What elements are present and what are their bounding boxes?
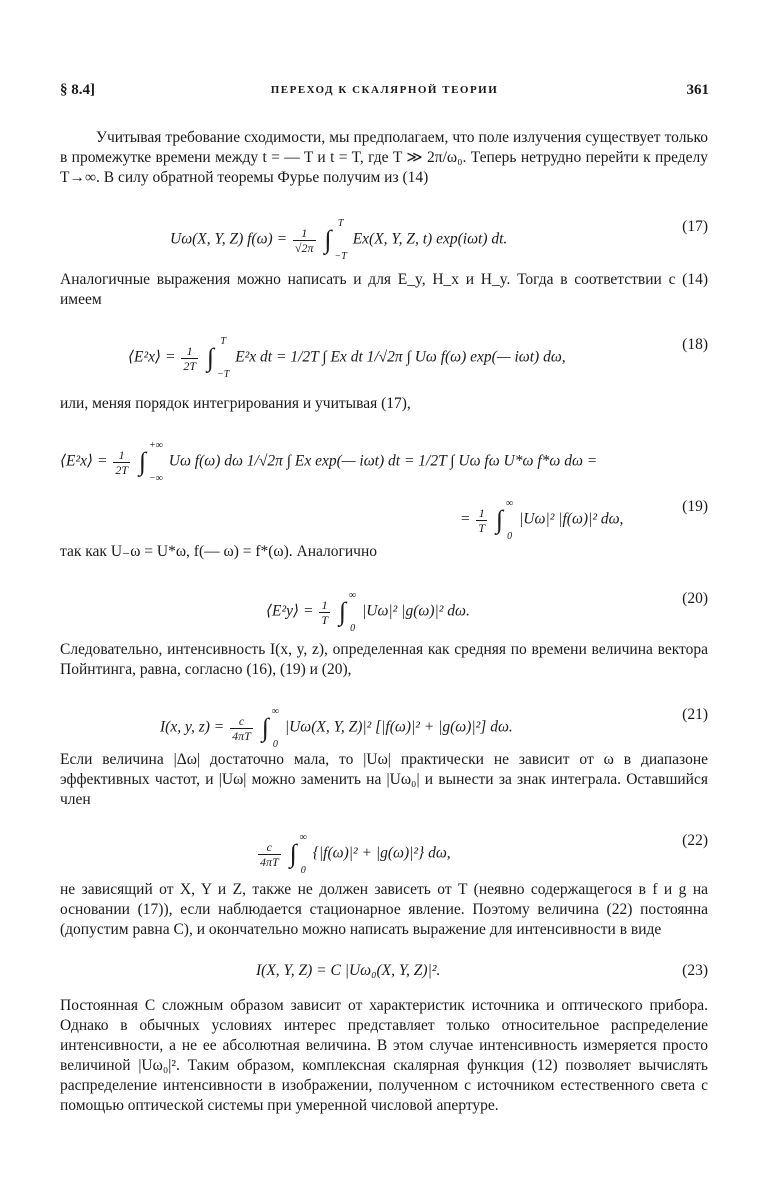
running-title: ПЕРЕХОД К СКАЛЯРНОЙ ТЕОРИИ bbox=[270, 84, 499, 96]
equation-rhs: Uω f(ω) dω 1/√2π ∫ Ex exp(— iωt) dt = 1/2T ∫ Uω fω U*ω f*ω dω = bbox=[168, 452, 598, 470]
integral-lower-limit: 0 bbox=[350, 623, 356, 634]
integral-sign: ∫ bbox=[261, 713, 269, 742]
fraction bbox=[230, 714, 253, 743]
numerator: 1 bbox=[113, 448, 130, 463]
equation-number: (20) bbox=[682, 590, 708, 607]
equation-lhs: I(X, Y, Z) = C |Uω₀(X, Y, Z)|². bbox=[256, 962, 441, 979]
numerator: 1 bbox=[476, 506, 487, 521]
numerator: 1 bbox=[319, 598, 330, 613]
numerator: c bbox=[230, 714, 253, 729]
paragraph: Учитывая требование сходимости, мы предполагаем, что поле излучения существует только в промежутке времени между t = — T и t = T, где T ≫ 2π/ω₀. Теперь нетрудно перейти к пределу T→∞. В силу обратной теоремы Фурье получим из (14) bbox=[60, 129, 708, 186]
equation-lhs: ⟨E²x⟩ = bbox=[60, 452, 108, 470]
denominator: 2T bbox=[183, 358, 196, 373]
equation bbox=[60, 200, 708, 262]
paragraph: или, меняя порядок интегрирования и учитывая (17), bbox=[60, 395, 411, 412]
integral-limits-display bbox=[149, 440, 163, 484]
equation-lhs: ⟨E²y⟩ = bbox=[266, 602, 314, 620]
denominator: T bbox=[478, 520, 486, 535]
equation bbox=[60, 814, 708, 876]
equation-rhs: |Uω(X, Y, Z)|² [|f(ω)|² + |g(ω)|²] dω. bbox=[284, 718, 513, 736]
equation-rhs: |Uω|² |f(ω)|² dω, bbox=[519, 510, 624, 528]
integral-sign: ∫ bbox=[138, 447, 146, 476]
equation-lhs: ⟨E²x⟩ = bbox=[128, 348, 176, 366]
integral-upper-limit: T bbox=[220, 336, 226, 347]
integral-limits-display bbox=[335, 218, 347, 262]
equation-number: (19) bbox=[682, 498, 708, 515]
integral-sign: ∫ bbox=[495, 505, 504, 534]
paragraph: Следовательно, интенсивность I(x, y, z), определенная как средняя по времени величина вектора Пойнтинга, равна, согласно (16), (19) и (20), bbox=[60, 641, 708, 678]
integral-lower-limit: 0 bbox=[507, 531, 513, 542]
integral-limits-display bbox=[349, 590, 356, 634]
equation bbox=[60, 572, 708, 634]
paragraph: не зависящий от X, Y и Z, также не должен зависеть от T (неявно содержащегося в f и g на основании (17)), если наблюдается стационарное явление. Поэтому величина (22) постоянна (допустим равна C), и окончательно можно написать выражение для интенсивности в виде bbox=[60, 881, 708, 938]
integral-limits-display bbox=[506, 498, 513, 542]
equation-number: (23) bbox=[682, 962, 708, 979]
equation-rhs: {|f(ω)|² + |g(ω)|²} dω, bbox=[312, 844, 451, 862]
paragraph: Если величина |Δω| достаточно мала, то |Uω| практически не зависит от ω в диапазоне эффективных частот, и |Uω| можно заменить на |Uω₀| и вынести за знак интеграла. Оставшийся член bbox=[60, 751, 708, 808]
equation-number: (17) bbox=[682, 218, 708, 235]
equation-lhs: Uω(X, Y, Z) f(ω) = bbox=[170, 230, 288, 248]
equation-rhs: Ex(X, Y, Z, t) exp(iωt) dt. bbox=[352, 230, 508, 248]
equation bbox=[60, 952, 708, 992]
integral-upper-limit: ∞ bbox=[271, 706, 279, 717]
fraction bbox=[319, 598, 330, 627]
integral-lower-limit: 0 bbox=[300, 865, 306, 876]
fraction bbox=[293, 226, 316, 255]
equation bbox=[60, 318, 708, 380]
integral-sign: ∫ bbox=[206, 343, 214, 372]
paragraph: Постоянная C сложным образом зависит от характеристик источника и оптического прибора. Однако в обычных условиях интерес представляет только относительное распределение интенсивности, а не ее абсолютная величина. В этом случае интенсивность измеряется просто величиной |Uω₀|². Таким образом, комплексная скалярная функция (12) позволяет вычислять распределение интенсивности в изображении, полученном с источником естественного света с помощью оптической системы при умеренной числовой апертуре. bbox=[60, 997, 708, 1114]
fraction bbox=[113, 448, 130, 477]
numerator: 1 bbox=[181, 344, 198, 359]
equation-rhs: E²x dt = 1/2T ∫ Ex dt 1/√2π ∫ Uω f(ω) exp(— iωt) dω, bbox=[235, 348, 566, 366]
equation-number: (21) bbox=[682, 706, 708, 723]
paragraph: так как U₋ω = U*ω, f(— ω) = f*(ω). Аналогично bbox=[60, 543, 378, 560]
equation-lhs: = bbox=[460, 510, 471, 528]
fraction bbox=[258, 840, 281, 869]
integral-limits-display bbox=[217, 336, 229, 380]
denominator: 4πT bbox=[260, 854, 279, 869]
equation-rhs: |Uω|² |g(ω)|² dω. bbox=[362, 602, 470, 620]
denominator: 4πT bbox=[232, 728, 251, 743]
equation bbox=[60, 688, 708, 750]
fraction bbox=[181, 344, 198, 373]
integral-upper-limit: ∞ bbox=[506, 498, 514, 509]
integral-lower-limit: −∞ bbox=[149, 473, 163, 484]
page-number: 361 bbox=[686, 82, 709, 98]
integral-sign: ∫ bbox=[338, 597, 346, 626]
integral-upper-limit: T bbox=[337, 218, 344, 229]
numerator: c bbox=[258, 840, 281, 855]
denominator: √2π bbox=[294, 240, 314, 255]
integral-lower-limit: −T bbox=[217, 369, 230, 380]
equation-number: (22) bbox=[682, 832, 708, 849]
fraction bbox=[476, 506, 487, 535]
integral-lower-limit: −T bbox=[334, 251, 347, 262]
integral-limits-display bbox=[300, 832, 307, 876]
equation bbox=[60, 480, 708, 542]
running-header bbox=[60, 82, 709, 106]
integral-sign: ∫ bbox=[289, 839, 297, 868]
integral-lower-limit: 0 bbox=[272, 739, 278, 750]
numerator: 1 bbox=[293, 226, 316, 241]
integral-sign: ∫ bbox=[324, 225, 332, 254]
equation-number: (18) bbox=[682, 336, 708, 353]
integral-upper-limit: ∞ bbox=[349, 590, 357, 601]
denominator: 2T bbox=[115, 462, 128, 477]
integral-upper-limit: ∞ bbox=[299, 832, 307, 843]
equation bbox=[60, 422, 708, 484]
equation-lhs: I(x, y, z) = bbox=[160, 718, 225, 736]
denominator: T bbox=[321, 612, 328, 627]
section-number: § 8.4] bbox=[60, 82, 95, 98]
integral-upper-limit: +∞ bbox=[149, 440, 163, 451]
paragraph: Аналогичные выражения можно написать и для E_y, H_x и H_y. Тогда в соответствии с (14) имеем bbox=[60, 271, 708, 308]
integral-limits-display bbox=[272, 706, 279, 750]
